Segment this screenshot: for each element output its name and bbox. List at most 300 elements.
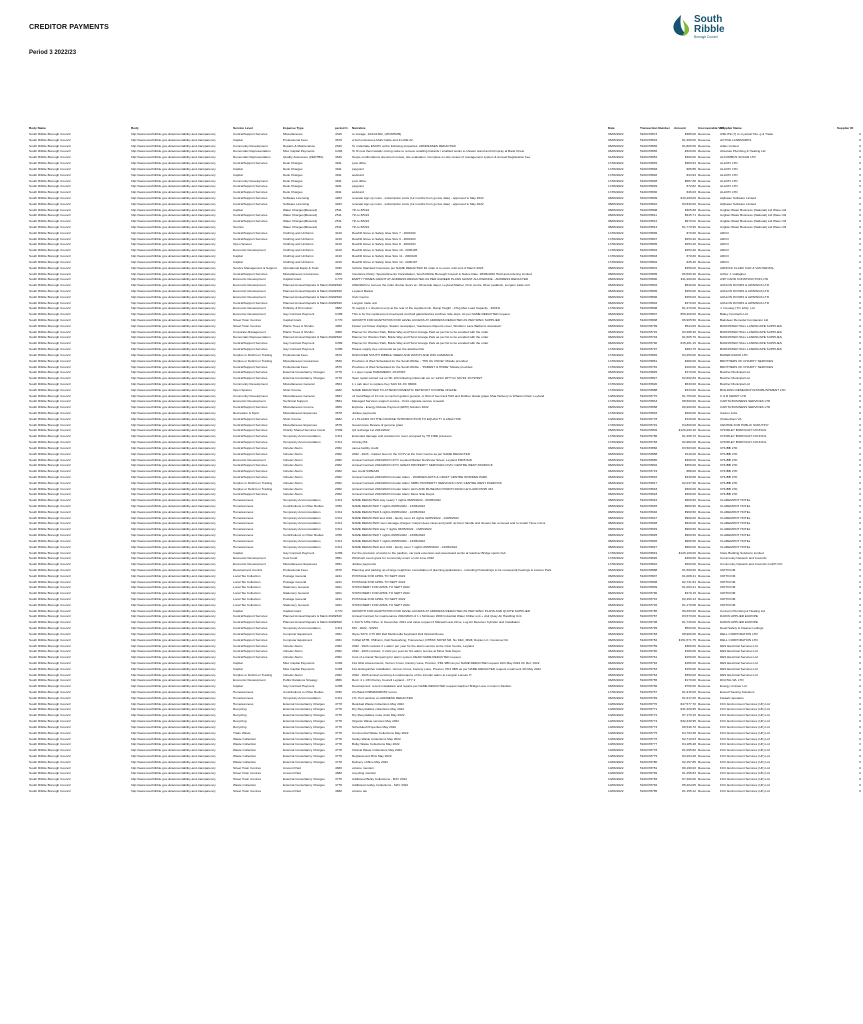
irrecoverable-vat-cell: Revenue bbox=[698, 329, 711, 334]
expense-type-cell: External Consultancy Charges bbox=[283, 724, 325, 729]
amount-cell: €920.00 bbox=[684, 521, 696, 526]
supplier-id-cell: 0 bbox=[859, 643, 861, 648]
body-name-cell: South Ribble Borough Council bbox=[29, 655, 71, 660]
period-cell: 4241 bbox=[335, 597, 342, 601]
narrative-cell: post office bbox=[352, 178, 367, 183]
service-level-cell: Surplus or Deficit on Trading bbox=[233, 352, 273, 357]
transaction-number-cell: 5100478836 bbox=[640, 143, 658, 148]
service-level-cell: Central/Support Services bbox=[233, 341, 268, 346]
transaction-number-cell: 5100478834 bbox=[640, 137, 658, 142]
expense-type-cell: Water Charges(Metered) bbox=[283, 213, 318, 218]
expense-type-cell: Desk Charges bbox=[283, 178, 303, 183]
supplier-id-cell: 0 bbox=[859, 597, 861, 601]
body-name-cell: South Ribble Borough Council bbox=[29, 172, 71, 177]
supplier-id-cell: 0 bbox=[859, 701, 861, 706]
transaction-number-cell: 5100478825 bbox=[640, 533, 658, 538]
irrecoverable-vat-cell: Revenue bbox=[698, 155, 711, 160]
column-header: Amount bbox=[674, 126, 686, 131]
body-cell: http://www.southribble.gov.uk/accountability-and-transparency bbox=[131, 434, 216, 439]
narrative-cell: webcard bbox=[352, 190, 364, 195]
amount-cell: €15,461.15 bbox=[680, 341, 696, 346]
period-cell: 4911 bbox=[335, 161, 342, 166]
transaction-number-cell: 5100478848 bbox=[640, 166, 658, 171]
amount-cell: €1,368.70 bbox=[682, 434, 696, 439]
date-cell: 06/06/2022 bbox=[608, 602, 624, 607]
amount-cell: €1,770.99 bbox=[682, 225, 696, 229]
period-cell: 4410 bbox=[335, 236, 342, 241]
date-cell: 17/06/2022 bbox=[608, 387, 624, 392]
irrecoverable-vat-cell: Revenue bbox=[698, 788, 711, 793]
supplier-id-cell: 0 bbox=[859, 376, 861, 381]
body-cell: http://www.southribble.gov.uk/accountability-and-transparency bbox=[131, 579, 216, 584]
narrative-cell: recycling mention bbox=[352, 771, 377, 776]
supplier-name-cell: AVALON DOORS & AWNINGS LTD bbox=[720, 288, 770, 293]
supplier-id-cell: 0 bbox=[859, 259, 861, 264]
transaction-number-cell: 5100478791 bbox=[640, 597, 658, 601]
expense-type-cell: Short Course bbox=[283, 416, 302, 421]
period-cell: 2062 bbox=[335, 480, 342, 485]
date-cell: 06/06/2022 bbox=[608, 608, 624, 613]
date-cell: 08/06/2022 bbox=[608, 201, 624, 206]
amount-cell: €320.00 bbox=[684, 149, 696, 154]
date-cell: 08/06/2022 bbox=[608, 509, 624, 514]
narrative-cell: see credit 5/0B/A38 bbox=[352, 469, 380, 474]
period-cell: 2511 bbox=[335, 207, 342, 212]
transaction-number-cell: 5100478764 bbox=[640, 672, 658, 677]
service-level-cell: Trade Waste bbox=[233, 730, 251, 735]
amount-cell: €1,800.00 bbox=[682, 143, 696, 148]
body-cell: http://www.southribble.gov.uk/accountability-and-transparency bbox=[131, 195, 216, 200]
body-cell: http://www.southribble.gov.uk/accountability-and-transparency bbox=[131, 352, 216, 357]
period-cell: 2062 bbox=[335, 445, 342, 450]
irrecoverable-vat-cell: Revenue bbox=[698, 219, 711, 224]
service-level-cell: Economic Development bbox=[233, 306, 266, 311]
narrative-cell: NAME REDACTED 7 nights 06/05/2022 - 13/05/2022 bbox=[352, 533, 426, 538]
body-name-cell: South Ribble Borough Council bbox=[29, 457, 71, 462]
supplier-id-cell: 0 bbox=[859, 457, 861, 462]
amount-cell: €3,570.00 bbox=[682, 614, 696, 619]
supplier-id-cell: 0 bbox=[859, 556, 861, 561]
transaction-number-cell: 5100478888 bbox=[640, 387, 658, 392]
service-level-cell: Development Control bbox=[233, 567, 263, 572]
irrecoverable-vat-cell: Revenue bbox=[698, 713, 711, 718]
irrecoverable-vat-cell: Revenue bbox=[698, 149, 711, 154]
narrative-cell: 2 x PLACES ON THE COURSE 'INTRODUCTION TO EQUALITY & ANALYSIS' bbox=[352, 416, 462, 421]
column-header: Narrative bbox=[352, 126, 366, 131]
amount-cell: €32,330.95 bbox=[680, 719, 696, 724]
body-cell: http://www.southribble.gov.uk/accountability-and-transparency bbox=[131, 626, 216, 631]
date-cell: 17/06/2022 bbox=[608, 352, 624, 357]
body-name-cell: South Ribble Borough Council bbox=[29, 666, 71, 671]
table-row bbox=[29, 196, 863, 202]
narrative-cell: Rent: 4 x 1/8 Chorley Council Leyland - CTY 2 bbox=[352, 678, 416, 683]
body-name-cell: South Ribble Borough Council bbox=[29, 649, 71, 654]
date-cell: 10/06/2022 bbox=[608, 748, 624, 753]
transaction-number-cell: 5100478805 bbox=[640, 288, 658, 293]
supplier-name-cell: CAPITA BUSINESS SERVICES LTD bbox=[720, 399, 771, 404]
narrative-cell: Scheduled Properties May 2022 bbox=[352, 724, 397, 729]
narrative-cell: 2022 - 2023 - Callout fees for the CCTV at the Civic Centre as per NAME REDACTED bbox=[352, 451, 470, 456]
date-cell: 06/06/2022 bbox=[608, 149, 624, 154]
narrative-cell: POSTAGE FOR APRIL TO SEPT 2022 bbox=[352, 597, 406, 601]
expense-type-cell: Postage General bbox=[283, 579, 307, 584]
amount-cell: €200.00 bbox=[684, 562, 696, 567]
date-cell: 17/06/2022 bbox=[608, 236, 624, 241]
supplier-name-cell: BROTHERS OF CHARITY SERVICES bbox=[720, 364, 774, 369]
body-name-cell: South Ribble Borough Council bbox=[29, 381, 71, 386]
expense-type-cell: Intruder Alarm bbox=[283, 469, 303, 474]
expense-type-cell: Software Licensing bbox=[283, 201, 310, 206]
irrecoverable-vat-cell: Revenue bbox=[698, 405, 711, 410]
supplier-name-cell: CHUBB LTD bbox=[720, 486, 738, 491]
service-level-cell: Homelessness bbox=[233, 544, 254, 549]
period-cell: 2620 bbox=[335, 294, 342, 299]
irrecoverable-vat-cell: Revenue bbox=[698, 306, 711, 311]
irrecoverable-vat-cell: Revenue bbox=[698, 492, 711, 497]
expense-type-cell: Water Charges(Metered) bbox=[283, 225, 318, 229]
amount-cell: €253.40 bbox=[684, 242, 696, 247]
supplier-name-cell: FCC Environment Services (UK) Ltd bbox=[720, 771, 770, 776]
narrative-cell: NAME REDACTED stay 7 nights 06/05/2022 - 13/05/2022 bbox=[352, 527, 432, 532]
body-name-cell: South Ribble Borough Council bbox=[29, 788, 71, 793]
service-level-cell: Capital bbox=[233, 207, 243, 212]
body-name-cell: South Ribble Borough Council bbox=[29, 620, 71, 625]
table-row bbox=[29, 789, 863, 795]
date-cell: 08/06/2022 bbox=[608, 207, 624, 212]
period-cell: C770 bbox=[335, 318, 343, 322]
narrative-cell: paypoint bbox=[352, 184, 364, 189]
amount-cell: €1,155.12 bbox=[682, 788, 696, 793]
date-cell: 17/06/2022 bbox=[608, 242, 624, 247]
transaction-number-cell: 5100478784 bbox=[640, 637, 658, 642]
period-cell: 2511 bbox=[335, 213, 342, 218]
body-cell: http://www.southribble.gov.uk/accountability-and-transparency bbox=[131, 474, 216, 479]
amount-cell: €2,982.00 bbox=[682, 440, 696, 445]
service-level-cell: Waste Collection bbox=[233, 753, 257, 758]
supplier-id-cell: 0 bbox=[859, 178, 861, 183]
supplier-name-cell: FCC Environment Services (UK) Ltd bbox=[720, 748, 770, 753]
irrecoverable-vat-cell: Revenue bbox=[698, 521, 711, 526]
transaction-number-cell: 5100478820 bbox=[640, 381, 658, 386]
amount-cell: €470.15 bbox=[684, 591, 696, 596]
amount-cell: €47,577.70 bbox=[680, 701, 696, 706]
date-cell: 08/06/2022 bbox=[608, 498, 624, 503]
body-cell: http://www.southribble.gov.uk/accountability-and-transparency bbox=[131, 393, 216, 398]
amount-cell: €305.68 bbox=[684, 207, 696, 212]
service-level-cell: Homelessness bbox=[233, 509, 254, 514]
transaction-number-cell: 5100478804 bbox=[640, 248, 658, 253]
supplier-name-cell: Alphatec Software Limited bbox=[720, 201, 756, 206]
amount-cell: €1,915.00 bbox=[682, 690, 696, 694]
transaction-number-cell: 5100478767 bbox=[640, 690, 658, 694]
body-name-cell: South Ribble Borough Council bbox=[29, 190, 71, 195]
supplier-name-cell: C & R KERRY LTD bbox=[720, 393, 747, 398]
table-body bbox=[29, 132, 863, 795]
date-cell: 17/06/2022 bbox=[608, 556, 624, 561]
narrative-cell: Annual Contract 2022/2023 CCTV Leyland Market Northcote Street, Leyland PR25 8AK bbox=[352, 457, 473, 462]
body-cell: http://www.southribble.gov.uk/accountability-and-transparency bbox=[131, 562, 216, 567]
narrative-cell: DISCOVER SOUTH RIBBLE: WEED AND WATCH AND WIN CAMPAIGN bbox=[352, 352, 454, 357]
body-cell: http://www.southribble.gov.uk/accountability-and-transparency bbox=[131, 323, 216, 328]
body-name-cell: South Ribble Borough Council bbox=[29, 132, 71, 136]
transaction-number-cell: 5100478810 bbox=[640, 562, 658, 567]
narrative-cell: 1%, Port window on ADDRESS REDACTED bbox=[352, 695, 413, 700]
supplier-name-cell: CRITICOM bbox=[720, 567, 736, 572]
service-level-cell: Central/Support Services bbox=[233, 440, 268, 445]
body-cell: http://www.southribble.gov.uk/accountability-and-transparency bbox=[131, 649, 216, 654]
narrative-cell: POSTAGE FOR APRIL TO SEPT 2022 bbox=[352, 573, 406, 578]
body-name-cell: South Ribble Borough Council bbox=[29, 259, 71, 264]
body-name-cell: South Ribble Borough Council bbox=[29, 416, 71, 421]
amount-cell: €1,740.00 bbox=[682, 620, 696, 625]
transaction-number-cell: 5100478948 bbox=[640, 521, 658, 526]
transaction-number-cell: 5100478854 bbox=[640, 155, 658, 160]
supplier-id-cell: 0 bbox=[859, 753, 861, 758]
service-level-cell: Central/Support Services bbox=[233, 469, 268, 474]
expense-type-cell: Intruder Alarm bbox=[283, 492, 303, 497]
body-name-cell: South Ribble Borough Council bbox=[29, 149, 71, 154]
date-cell: 06/06/2022 bbox=[608, 318, 624, 322]
supplier-name-cell: Butcher Municipal Ltd bbox=[720, 376, 750, 381]
amount-cell: €180.00 bbox=[684, 649, 696, 654]
body-name-cell: South Ribble Borough Council bbox=[29, 294, 71, 299]
service-level-cell: Surplus or Deficit on Trading bbox=[233, 672, 273, 677]
narrative-cell: Exprivia - Energy Rebate Payment (EPR) Solution 2022 bbox=[352, 405, 429, 410]
transaction-number-cell: 5100478778 bbox=[640, 748, 658, 753]
transaction-number-cell: 5100478790 bbox=[640, 341, 658, 346]
body-name-cell: South Ribble Borough Council bbox=[29, 585, 71, 590]
amount-cell: €120.00 bbox=[684, 416, 696, 421]
expense-type-cell: Desk Charges bbox=[283, 190, 303, 195]
supplier-name-cell: DAIKIN APPLIED EUROPE bbox=[720, 614, 758, 619]
service-level-cell: Street Town Centres bbox=[233, 318, 261, 322]
supplier-name-cell: CHUBB LTD bbox=[720, 457, 738, 462]
period-cell: 2062 bbox=[335, 469, 342, 474]
body-cell: http://www.southribble.gov.uk/accountability-and-transparency bbox=[131, 771, 216, 776]
date-cell: 17/06/2022 bbox=[608, 690, 624, 694]
transaction-number-cell: 5100478816 bbox=[640, 474, 658, 479]
amount-cell: €450.00 bbox=[684, 294, 696, 299]
transaction-number-cell: 5100478944 bbox=[640, 498, 658, 503]
date-cell: 08/06/2022 bbox=[608, 626, 624, 631]
supplier-id-cell: 0 bbox=[859, 498, 861, 503]
expense-type-cell: Stationery General bbox=[283, 585, 309, 590]
supplier-name-cell: CRITICOM bbox=[720, 602, 736, 607]
period-cell: 4530 bbox=[335, 271, 342, 276]
amount-cell: €500.00 bbox=[684, 626, 696, 631]
supplier-name-cell: Faraah repeaters bbox=[720, 695, 744, 700]
service-level-cell: Street Town Centres bbox=[233, 788, 261, 793]
date-cell: 10/06/2022 bbox=[608, 719, 624, 724]
date-cell: 10/06/2022 bbox=[608, 736, 624, 741]
supplier-name-cell: Anglian Water Business (National) Ltd Wave Util bbox=[720, 219, 787, 224]
amount-cell: €180.00 bbox=[684, 660, 696, 665]
supplier-name-cell: BANNISTER HALL LANDSCAPE SUPPLIES bbox=[720, 323, 782, 328]
body-cell: http://www.southribble.gov.uk/accountability-and-transparency bbox=[131, 719, 216, 724]
date-cell: 17/06/2022 bbox=[608, 440, 624, 445]
irrecoverable-vat-cell: Revenue bbox=[698, 143, 711, 148]
body-cell: http://www.southribble.gov.uk/accountability-and-transparency bbox=[131, 742, 216, 747]
irrecoverable-vat-cell: Revenue bbox=[698, 742, 711, 747]
date-cell: 10/06/2022 bbox=[608, 730, 624, 735]
date-cell: 08/06/2022 bbox=[608, 271, 624, 276]
date-cell: 10/06/2022 bbox=[608, 701, 624, 706]
supplier-name-cell: ARCO bbox=[720, 230, 729, 235]
irrecoverable-vat-cell: Revenue bbox=[698, 637, 711, 642]
supplier-name-cell: Anglian Water Business (National) Ltd Wave Util bbox=[720, 225, 787, 229]
supplier-name-cell: ASH CANN CONSTRUCTION LTD bbox=[720, 277, 769, 282]
expense-type-cell: Plants Trees & Shrubs bbox=[283, 329, 314, 334]
service-level-cell: Capital bbox=[233, 259, 243, 264]
irrecoverable-vat-cell: Revenue bbox=[698, 271, 711, 276]
transaction-number-cell: 5100478827 bbox=[640, 544, 658, 549]
amount-cell: €970.02 bbox=[684, 219, 696, 224]
supplier-id-cell: 0 bbox=[859, 416, 861, 421]
transaction-number-cell: 5100478799 bbox=[640, 323, 658, 328]
date-cell: 08/06/2022 bbox=[608, 533, 624, 538]
expense-type-cell: Intruder Alarm bbox=[283, 672, 303, 677]
supplier-name-cell: AIRLITE (?) to mystical Tdu..g & Trade bbox=[720, 132, 774, 136]
supplier-name-cell: CHORLEY BOROUGH COUNCIL bbox=[720, 428, 767, 433]
supplier-name-cell: FCC Environment Services (UK) Ltd bbox=[720, 713, 770, 718]
period-cell: 4862 bbox=[335, 306, 342, 311]
body-cell: http://www.southribble.gov.uk/accountability-and-transparency bbox=[131, 759, 216, 764]
irrecoverable-vat-cell: Revenue bbox=[698, 783, 711, 787]
irrecoverable-vat-cell: Revenue bbox=[698, 190, 711, 195]
irrecoverable-vat-cell: Revenue bbox=[698, 364, 711, 369]
supplier-id-cell: 0 bbox=[859, 399, 861, 404]
supplier-name-cell: ARNOLD CLARK CAR & VAN RENTAL bbox=[720, 265, 775, 270]
irrecoverable-vat-cell: Revenue bbox=[698, 422, 711, 427]
narrative-cell: 1 DAYS SITE Other. In December 2021 and value request 2 Marwell Lane Drive, Log Air Receiver Cylinder and Installation bbox=[352, 620, 520, 625]
date-cell: 08/06/2022 bbox=[608, 515, 624, 520]
supplier-id-cell: 0 bbox=[859, 405, 861, 410]
narrative-cell: Bulky Waste Collections May 2022 bbox=[352, 742, 400, 747]
period-cell: 2062 bbox=[335, 463, 342, 468]
amount-cell: €2,602.69 bbox=[682, 376, 696, 381]
amount-cell: €544.05 bbox=[684, 323, 696, 328]
expense-type-cell: Miscellaneous General bbox=[283, 381, 315, 386]
expense-type-cell: Operational Equip & Tools bbox=[283, 265, 319, 270]
body-name-cell: South Ribble Borough Council bbox=[29, 777, 71, 782]
creditor-payments-table bbox=[29, 126, 863, 795]
body-cell: http://www.southribble.gov.uk/accountability-and-transparency bbox=[131, 713, 216, 718]
body-name-cell: South Ribble Borough Council bbox=[29, 230, 71, 235]
date-cell: 17/06/2022 bbox=[608, 550, 624, 555]
supplier-name-cell: CLAREMONT HOTEL bbox=[720, 504, 751, 508]
supplier-name-cell: ALCOMBUS SOCAR LTD bbox=[720, 155, 756, 160]
supplier-id-cell: 0 bbox=[859, 765, 861, 770]
expense-type-cell: External Consultancy Charges bbox=[283, 376, 325, 381]
irrecoverable-vat-cell: Revenue bbox=[698, 748, 711, 753]
date-cell: 06/06/2022 bbox=[608, 312, 624, 317]
amount-cell: €4,185.48 bbox=[682, 742, 696, 747]
period-cell: 4680 bbox=[335, 765, 342, 770]
narrative-cell: GROWTH FOR ADAPTATION FOR LEVEL ACCESS AT ADDRESS REDACTED AS PER SPEC SUPPLIED bbox=[352, 318, 501, 322]
service-level-cell: Democratic Representation bbox=[233, 149, 271, 154]
supplier-name-cell: DELL CORPORATION LTD bbox=[720, 631, 758, 636]
supplier-name-cell: Bailey Contracts Ltd bbox=[720, 312, 748, 317]
narrative-cell: Jubilee payments bbox=[352, 562, 377, 567]
date-cell: 06/06/2022 bbox=[608, 660, 624, 665]
supplier-id-cell: 0 bbox=[859, 230, 861, 235]
amount-cell: €4,800.00 bbox=[682, 422, 696, 427]
transaction-number-cell: 5100478866 bbox=[640, 445, 658, 450]
expense-type-cell: Misc Capital Payments bbox=[283, 149, 315, 154]
body-name-cell: South Ribble Borough Council bbox=[29, 248, 71, 253]
period-cell: 4911 bbox=[335, 190, 342, 195]
table-row bbox=[29, 417, 863, 423]
service-level-cell: Economic Development bbox=[233, 457, 266, 462]
body-name-cell: South Ribble Borough Council bbox=[29, 690, 71, 694]
period-cell: 2062 bbox=[335, 457, 342, 462]
body-cell: http://www.southribble.gov.uk/accountability-and-transparency bbox=[131, 602, 216, 607]
expense-type-cell: Water Charges(Metered) bbox=[283, 207, 318, 212]
supplier-id-cell: 0 bbox=[859, 207, 861, 212]
supplier-name-cell: Butcher Municipal Ltd bbox=[720, 381, 750, 386]
service-level-cell: Central/Support Services bbox=[233, 230, 268, 235]
period-cell: 4778 bbox=[335, 783, 342, 787]
irrecoverable-vat-cell: Revenue bbox=[698, 184, 711, 189]
narrative-cell: GROWTH FOR ADAPTATION FOR LEVEL ACCESS AT ADDRESS REDACTED AS PER SPEC PLANS AND QUOTE SUPPLIED bbox=[352, 608, 531, 613]
transaction-number-cell: 5100478785 bbox=[640, 788, 658, 793]
expense-type-cell: Planned Annual Repairs & Maint 2020 bbox=[283, 288, 336, 293]
body-name-cell: South Ribble Borough Council bbox=[29, 701, 71, 706]
supplier-id-cell: 0 bbox=[859, 695, 861, 700]
transaction-number-cell: 5100478783 bbox=[640, 631, 658, 636]
supplier-id-cell: 0 bbox=[859, 411, 861, 415]
narrative-cell: Civic Centre bbox=[352, 294, 369, 299]
service-level-cell: Open Spaces bbox=[233, 242, 252, 247]
supplier-id-cell: 0 bbox=[859, 591, 861, 596]
irrecoverable-vat-cell: Revenue bbox=[698, 515, 711, 520]
supplier-id-cell: 0 bbox=[859, 306, 861, 311]
narrative-cell: Cost of a Canal Tampering for alarm system NEAR NAME REDACTED request bbox=[352, 655, 461, 660]
body-cell: http://www.southribble.gov.uk/accountability-and-transparency bbox=[131, 236, 216, 241]
body-name-cell: South Ribble Borough Council bbox=[29, 509, 71, 514]
period-cell: 4780 bbox=[335, 690, 342, 694]
body-cell: http://www.southribble.gov.uk/accountability-and-transparency bbox=[131, 254, 216, 259]
period-cell: 4201 bbox=[335, 591, 342, 596]
transaction-number-cell: 5100478805 bbox=[640, 242, 658, 247]
body-cell: http://www.southribble.gov.uk/accountability-and-transparency bbox=[131, 283, 216, 288]
amount-cell: €960.50 bbox=[684, 504, 696, 508]
supplier-name-cell: DES Electrical Services Ltd bbox=[720, 655, 758, 660]
body-name-cell: South Ribble Borough Council bbox=[29, 469, 71, 474]
supplier-name-cell: Dead Safety & Cleaner Lettings bbox=[720, 626, 764, 631]
table-row bbox=[29, 324, 863, 330]
narrative-cell: CG Bank F/IBM/MARP/R/ rooms bbox=[352, 690, 397, 694]
period-cell: 4361 bbox=[335, 631, 342, 636]
transaction-number-cell: 5100478947 bbox=[640, 515, 658, 520]
irrecoverable-vat-cell: Revenue bbox=[698, 666, 711, 671]
date-cell: 06/06/2022 bbox=[608, 591, 624, 596]
narrative-cell: 7th to 8/5/22 bbox=[352, 207, 370, 212]
narrative-cell: 2022 - 2023 annual servicing & maintenance of the intruder alarm at Longton Leisure H bbox=[352, 672, 472, 677]
amount-cell: €1,093.41 bbox=[682, 585, 696, 590]
amount-cell: €450.00 bbox=[684, 556, 696, 561]
irrecoverable-vat-cell: Revenue bbox=[698, 312, 711, 317]
supplier-id-cell: 0 bbox=[859, 137, 861, 142]
body-cell: http://www.southribble.gov.uk/accountability-and-transparency bbox=[131, 515, 216, 520]
date-cell: 17/06/2022 bbox=[608, 184, 624, 189]
date-cell: 08/06/2022 bbox=[608, 225, 624, 229]
body-name-cell: South Ribble Borough Council bbox=[29, 504, 71, 508]
body-cell: http://www.southribble.gov.uk/accountability-and-transparency bbox=[131, 347, 216, 352]
amount-cell: €960.50 bbox=[684, 498, 696, 503]
narrative-cell: a Full enclosures Multi Cable and Z-LINE 22 bbox=[352, 137, 413, 142]
irrecoverable-vat-cell: Revenue bbox=[698, 614, 711, 619]
